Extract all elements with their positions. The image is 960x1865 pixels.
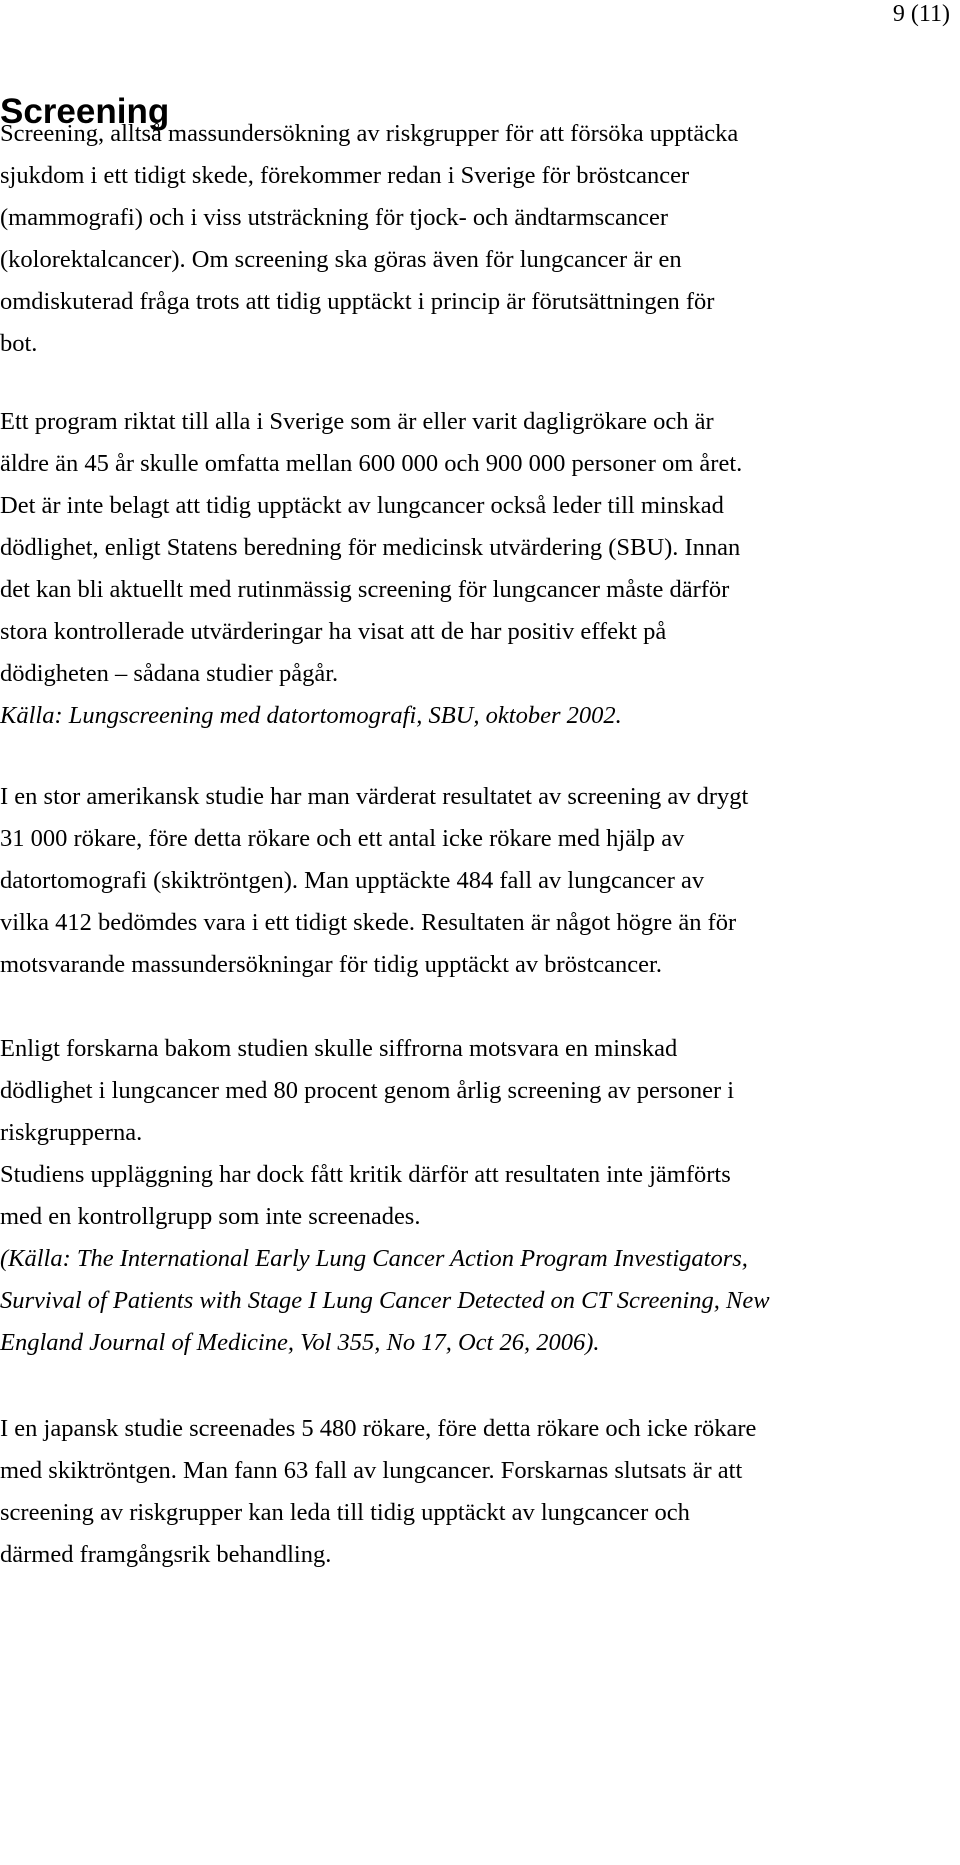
- page-number: 9 (11): [892, 1, 950, 27]
- text-line: vilka 412 bedömdes vara i ett tidigt skede. Resultaten är något högre än för: [0, 909, 737, 936]
- text-line: med skiktröntgen. Man fann 63 fall av lungcancer. Forskarnas slutsats är att: [0, 1457, 743, 1484]
- text-line: dödlighet, enligt Statens beredning för medicinsk utvärdering (SBU). Innan: [0, 534, 741, 561]
- paragraph-american-study: [0, 776, 960, 986]
- text-line: riskgrupperna.: [0, 1119, 143, 1146]
- text-line: Ett program riktat till alla i Sverige som är eller varit dagligrökare och är: [0, 408, 714, 435]
- text-line: dödigheten – sådana studier pågår.: [0, 660, 339, 687]
- paragraph-intro: [0, 113, 960, 365]
- source-citation: Källa: Lungscreening med datortomografi, SBU, oktober 2002.: [0, 702, 622, 729]
- paragraph-program: [0, 401, 960, 737]
- text-line: bot.: [0, 330, 38, 357]
- source-citation: England Journal of Medicine, Vol 355, No 17, Oct 26, 2006).: [0, 1329, 600, 1356]
- text-line: sjukdom i ett tidigt skede, förekommer redan i Sverige för bröstcancer: [0, 162, 690, 189]
- text-line: (mammografi) och i viss utsträckning för tjock- och ändtarmscancer: [0, 204, 669, 231]
- paragraph-researchers: [0, 1028, 960, 1364]
- text-line: I en japansk studie screenades 5 480 rökare, före detta rökare och icke rökare: [0, 1415, 757, 1442]
- text-line: (kolorektalcancer). Om screening ska göras även för lungcancer är en: [0, 246, 682, 273]
- text-line: äldre än 45 år skulle omfatta mellan 600 000 och 900 000 personer om året.: [0, 450, 743, 477]
- text-line: I en stor amerikansk studie har man värderat resultatet av screening av drygt: [0, 783, 749, 810]
- text-line: det kan bli aktuellt med rutinmässig screening för lungcancer måste därför: [0, 576, 730, 603]
- text-line: Det är inte belagt att tidig upptäckt av lungcancer också leder till minskad: [0, 492, 724, 519]
- text-line: screening av riskgrupper kan leda till tidig upptäckt av lungcancer och: [0, 1499, 690, 1526]
- source-citation: (Källa: The International Early Lung Cancer Action Program Investigators,: [0, 1245, 748, 1272]
- text-line: Enligt forskarna bakom studien skulle siffrorna motsvara en minskad: [0, 1035, 678, 1062]
- text-line: omdiskuterad fråga trots att tidig upptäckt i princip är förutsättningen för: [0, 288, 715, 315]
- text-line: Studiens uppläggning har dock fått kritik därför att resultaten inte jämförts: [0, 1161, 731, 1188]
- paragraph-japanese-study: [0, 1408, 960, 1576]
- text-line: stora kontrollerade utvärderingar ha visat att de har positiv effekt på: [0, 618, 667, 645]
- text-line: datortomografi (skiktröntgen). Man upptäckte 484 fall av lungcancer av: [0, 867, 705, 894]
- text-line: motsvarande massundersökningar för tidig upptäckt av bröstcancer.: [0, 951, 662, 978]
- text-line: Screening, alltså massundersökning av riskgrupper för att försöka upptäcka: [0, 120, 739, 147]
- text-line: dödlighet i lungcancer med 80 procent genom årlig screening av personer i: [0, 1077, 735, 1104]
- page-title: Screening: [0, 92, 170, 131]
- text-line: 31 000 rökare, före detta rökare och ett antal icke rökare med hjälp av: [0, 825, 685, 852]
- source-citation: Survival of Patients with Stage I Lung Cancer Detected on CT Screening, New: [0, 1287, 770, 1314]
- text-line: med en kontrollgrupp som inte screenades.: [0, 1203, 421, 1230]
- text-line: därmed framgångsrik behandling.: [0, 1541, 332, 1568]
